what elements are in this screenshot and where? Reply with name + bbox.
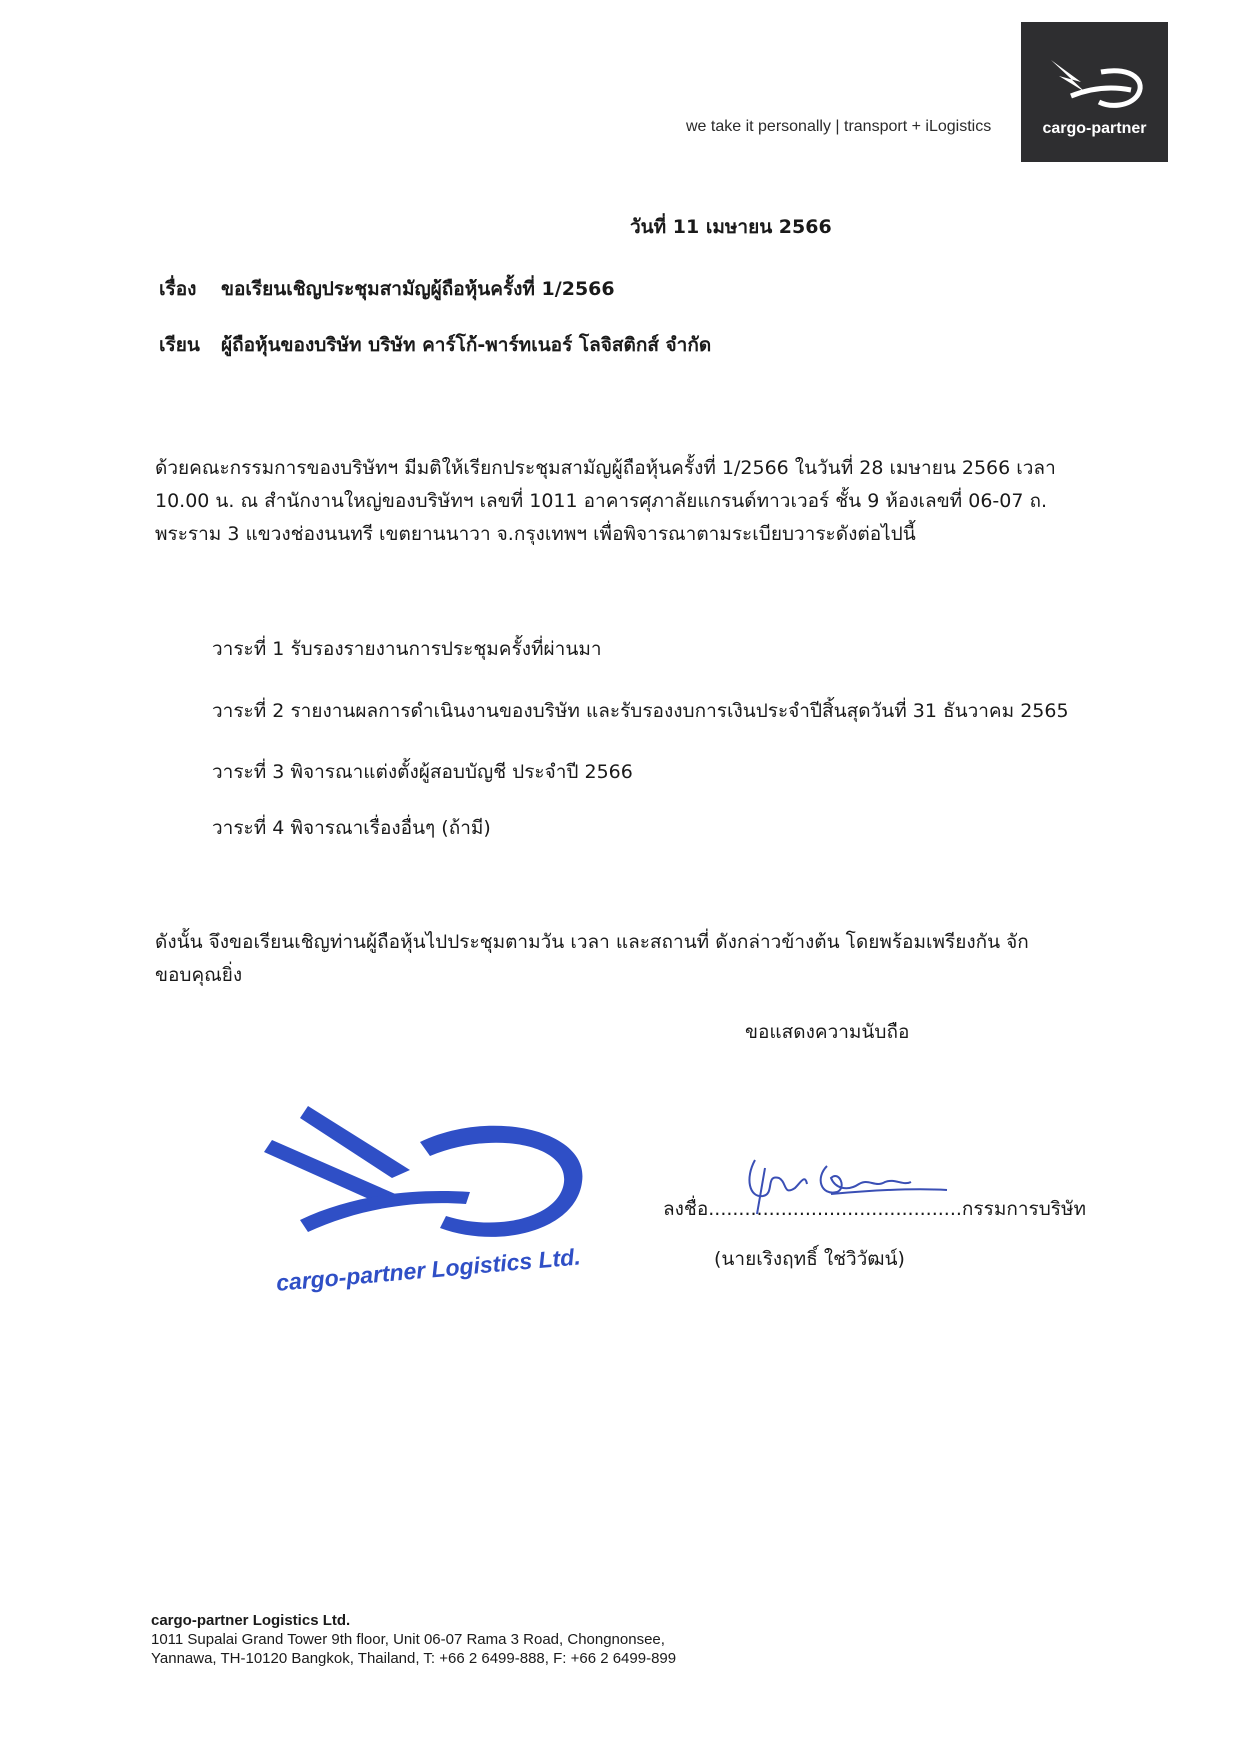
logo-text: cargo-partner	[1042, 120, 1147, 137]
recipient-label: เรียน	[159, 334, 200, 356]
conclusion-line: ขอบคุณยิ่ง	[155, 964, 243, 986]
footer-address-line: Yannawa, TH-10120 Bangkok, Thailand, T: +66 2 6499-888, F: +66 2 6499-899	[151, 1650, 677, 1667]
agenda-item-4: วาระที่ 4 พิจารณาเรื่องอื่นๆ (ถ้ามี)	[212, 817, 491, 839]
recipient-text: ผู้ถือหุ้นของบริษัท บริษัท คาร์โก้-พาร์ทเนอร์ โลจิสติกส์ จำกัด	[221, 334, 712, 356]
conclusion-line: ดังนั้น จึงขอเรียนเชิญท่านผู้ถือหุ้นไปประชุมตามวัน เวลา และสถานที่ ดังกล่าวข้างต้น โดยพร้อมเพรียงกัน จัก	[155, 931, 1029, 953]
signatory-name: (นายเริงฤทธิ์ ใช่วิวัฒน์)	[714, 1248, 905, 1270]
letter-date: วันที่ 11 เมษายน 2566	[630, 216, 832, 238]
agenda-item-2: วาระที่ 2 รายงานผลการดำเนินงานของบริษัท และรับรองงบการเงินประจำปีสิ้นสุดวันที่ 31 ธันวาคม 2565	[212, 700, 1069, 722]
footer-address-line: 1011 Supalai Grand Tower 9th floor, Unit 06-07 Rama 3 Road, Chongnonsee,	[151, 1631, 665, 1648]
footer-company: cargo-partner Logistics Ltd.	[151, 1612, 351, 1629]
subject-text: ขอเรียนเชิญประชุมสามัญผู้ถือหุ้นครั้งที่ 1/2566	[221, 278, 615, 300]
subject-label: เรื่อง	[159, 278, 197, 300]
stamp-company-name: cargo-partner Logistics Ltd.	[275, 1243, 582, 1296]
footer-address	[151, 1611, 676, 1668]
cargo-partner-logo	[1021, 22, 1168, 162]
company-tagline: we take it personally | transport + iLogistics	[686, 118, 992, 135]
signature-title: กรรมการบริษัท	[961, 1198, 1087, 1220]
body-paragraph	[155, 452, 1090, 551]
closing-salutation: ขอแสดงความนับถือ	[745, 1021, 910, 1043]
body-line: ด้วยคณะกรรมการของบริษัทฯ มีมติให้เรียกประชุมสามัญผู้ถือหุ้นครั้งที่ 1/2566 ในวันที่ 28 เมษายน 2566 เวลา	[155, 457, 1056, 479]
agenda-item-1: วาระที่ 1 รับรองรายงานการประชุมครั้งที่ผ่านมา	[212, 638, 602, 660]
company-stamp-icon	[260, 1100, 600, 1270]
signature-line	[663, 1194, 1086, 1224]
signature-dots: ..........................................	[708, 1198, 962, 1220]
signature-prefix: ลงชื่อ	[663, 1198, 709, 1220]
body-line: พระราม 3 แขวงช่องนนทรี เขตยานนาวา จ.กรุงเทพฯ เพื่อพิจารณาตามระเบียบวาระดังต่อไปนี้	[155, 523, 916, 545]
agenda-item-3: วาระที่ 3 พิจารณาแต่งตั้งผู้สอบบัญชี ประจำปี 2566	[212, 761, 633, 783]
conclusion-paragraph	[155, 926, 1090, 992]
bird-logo-icon	[1041, 52, 1151, 122]
body-line: 10.00 น. ณ สำนักงานใหญ่ของบริษัทฯ เลขที่ 1011 อาคารศุภาลัยแกรนด์ทาวเวอร์ ชั้น 9 ห้องเลขที่ 06-07 ถ.	[155, 490, 1048, 512]
